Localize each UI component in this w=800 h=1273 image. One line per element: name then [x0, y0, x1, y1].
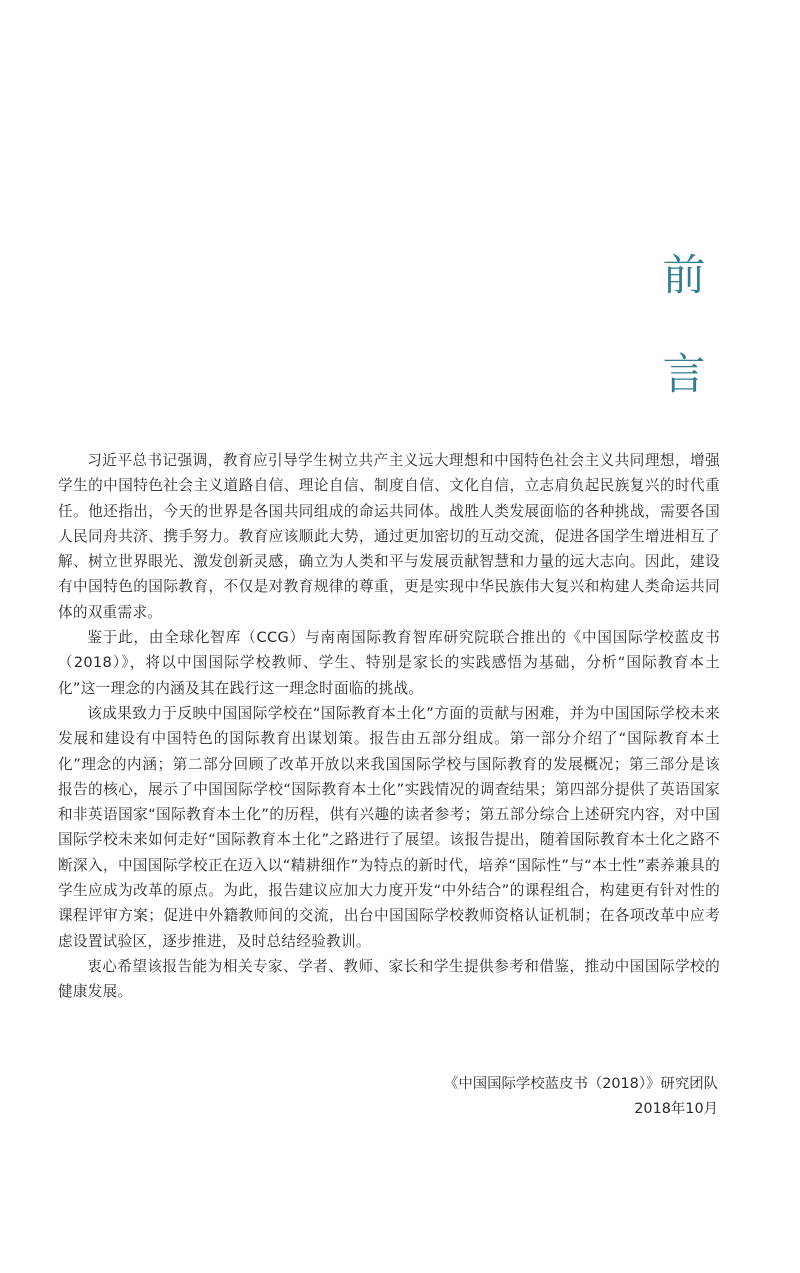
- signature-team: 《中国国际学校蓝皮书（2018）》研究团队: [443, 1076, 718, 1092]
- paragraph-4: 衷心希望该报告能为相关专家、学者、教师、家长和学生提供参考和借鉴，推动中国国际学校的健康发展。: [58, 957, 720, 1001]
- signature-block: [444, 1072, 718, 1122]
- heading-char-1: 前: [662, 251, 706, 301]
- paragraph-3: 该成果致力于反映中国国际学校在“国际教育本土化”方面的贡献与困难，并为中国国际学校未来发展和建设有中国特色的国际教育出谋划策。报告由五部分组成。第一部分介绍了“国际教育本土化”理念的内涵；第二部分回顾了改革开放以来我国国际学校与国际教育的发展概况；第三部分是该报告的核心，展示了中国国际学校“国际教育本土化”实践情况的调查结果；第四部分提供了英语国家和非英语国家“国际教育本土化”的历程，供有兴趣的读者参考；第五部分综合上述研究内容，对中国国际学校未来如何走好“国际教育本土化”之路进行了展望。该报告提出，随着国际教育本土化之路不断深入，中国国际学校正在迈入以“精耕细作”为特点的新时代，培养“国际性”与“本土性”素养兼具的学生应成为改革的原点。为此，报告建议应加大力度开发“中外结合”的课程组合，构建更有针对性的课程评审方案；促进中外籍教师间的交流，出台中国国际学校教师资格认证机制；在各项改革中应考虑设置试验区，逐步推进，及时总结经验教训。: [58, 704, 720, 950]
- body-text: [58, 448, 720, 1005]
- heading-char-2: 言: [662, 350, 706, 400]
- paragraph-1: 习近平总书记强调，教育应引导学生树立共产主义远大理想和中国特色社会主义共同理想，增强学生的中国特色社会主义道路自信、理论自信、制度自信、文化自信，立志肩负起民族复兴的时代重任。他还指出，今天的世界是各国共同组成的命运共同体。战胜人类发展面临的各种挑战，需要各国人民同舟共济、携手努力。教育应该顺此大势，通过更加密切的互动交流，促进各国学生增进相互了解、树立世界眼光、激发创新灵感，确立为人类和平与发展贡献智慧和力量的远大志向。因此，建设有中国特色的国际教育，不仅是对教育规律的尊重，更是实现中华民族伟大复兴和构建人类命运共同体的双重需求。: [58, 452, 720, 621]
- page-heading: [654, 251, 714, 400]
- signature-date: 2018年10月: [634, 1101, 718, 1117]
- paragraph-2: 鉴于此，由全球化智库（CCG）与南南国际教育智库研究院联合推出的《中国国际学校蓝皮书（2018）》，将以中国国际学校教师、学生、特别是家长的实践感悟为基础，分析“国际教育本土化”这一理念的内涵及其在践行这一理念时面临的挑战。: [58, 629, 720, 697]
